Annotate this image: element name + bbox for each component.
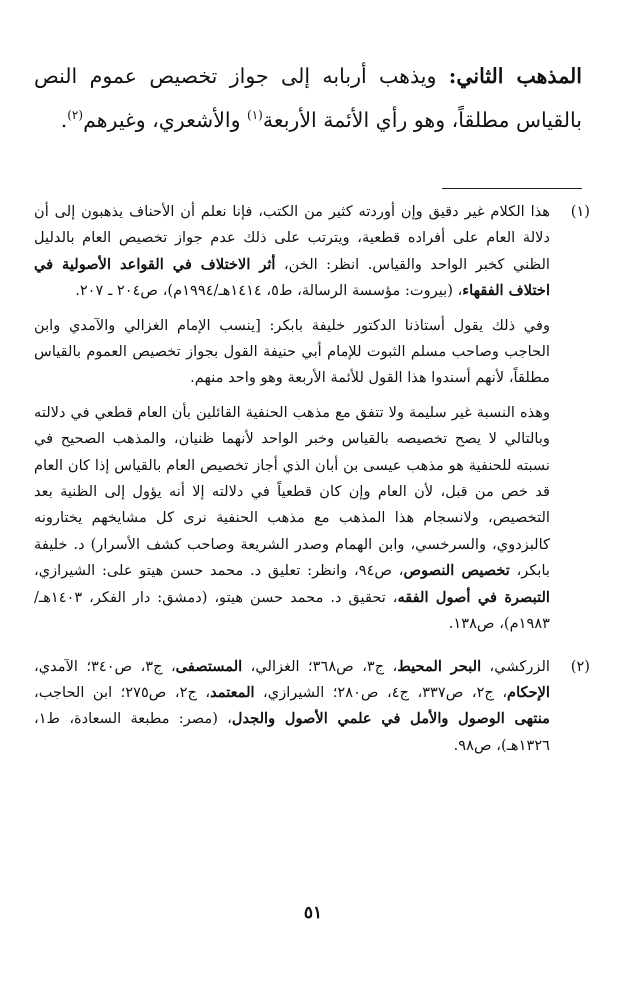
footnote-ref-1[interactable]: (١): [247, 108, 263, 123]
footnote-2-book-title-1: البحر المحيط: [397, 657, 482, 675]
main-paragraph: [34, 54, 582, 142]
footnote-2-number: (٢): [570, 657, 590, 675]
footnote-2-text-g: ، ج٢، ص٣٣٧، ج٤، ص٢٨٠؛ الشيرازي،: [254, 683, 508, 701]
footnotes-section: [34, 199, 590, 767]
footnote-2-text-a: الزركشي،: [481, 657, 550, 675]
footnote-1-paragraph-3: [34, 400, 550, 638]
page-number: ٥١: [303, 903, 323, 923]
footnote-1-paragraph-1: [34, 199, 550, 305]
footnote-1-text-3c: ، ص٩٤، وانظر: تعليق د. محمد حسن هيتو على: الشيرازي،: [34, 562, 404, 580]
footnote-1-book-title-3: التبصرة في أصول الفقه: [397, 588, 550, 606]
section-heading: المذهب الثاني:: [448, 64, 582, 88]
footnote-1-text-3e: ، تحقيق د. محمد حسن هيتو، (دمشق: دار الفكر، ١٤٠٣هـ/١٩٨٣م)، ص١٣٨.: [34, 588, 550, 633]
main-text-part-2: والأشعري، وغيرهم: [83, 108, 247, 132]
footnote-ref-2[interactable]: (٢): [67, 108, 84, 123]
footnote-1-body: [34, 199, 550, 646]
main-text-part-1: ويذهب أربابه إلى جواز تخصيص عموم النص بالقياس مطلقاً، وهو رأي الأئمة الأربعة: [34, 64, 582, 132]
footnote-1-text-c: ، (بيروت: مؤسسة الرسالة، ط٥، ١٤١٤هـ/١٩٩٤م)، ص٢٠٤ ـ ٢٠٧.: [75, 282, 463, 300]
footnote-1-book-title-1: أثر الاختلاف في القواعد الأصولية في اختلاف الفقهاء: [34, 255, 550, 300]
footnote-2-book-title-2: المستصفى: [175, 657, 243, 675]
footnote-2-text-k: ، (مصر: مطبعة السعادة، ط١، ١٣٢٦هـ)، ص٩٨.: [34, 710, 550, 754]
footnote-1-number: (١): [570, 203, 590, 220]
footnote-2-book-title-5: منتهى الوصول والأمل في علمي الأصول والجدل: [231, 710, 550, 728]
footnote-1-text-a: هذا الكلام غير دقيق وإن أوردته كثير من الكتب، فإنا نعلم أن الأحناف يذهبون إلى أن دلالة العام على أفراده قطعية، ويترتب على ذلك عدم جواز تخصيص العام بالدليل الظني كخبر الواحد والقياس. انظر: الخن،: [34, 203, 550, 273]
footnote-2-book-title-4: المعتمد: [210, 683, 255, 701]
footnote-1: [34, 199, 590, 646]
footnote-separator: [442, 188, 582, 189]
footnote-2-book-title-3: الإحكام: [507, 683, 550, 701]
footnote-2-paragraph: [34, 654, 550, 760]
footnote-2-text-e: ، ج٣، ص٣٤٠؛ الآمدي،: [34, 657, 176, 675]
footnote-2-text-c: ، ج٣، ص٣٦٨؛ الغزالي،: [242, 657, 398, 675]
footnote-1-text-3a: وهذه النسبة غير سليمة ولا تتفق مع مذهب الحنفية القائلين بأن العام قطعي في دلالته وبالتالي لا يصح تخصيصه بالقياس وخبر الواحد لأنهما ظنيان، والمذهب الصحيح في نسبته للحنفية هو مذهب عيسى بن أبان الذي أجاز تخصيص العام بالقياس إذا كان العام قد خص من قبل، لأن العام وإن كان قطعياً في دلالته إلا أنه يؤول إلى الظنية بعد التخصيص، ولانسجام هذا المذهب مع مذهب الحنفية نرى كل مشايخهم يختارونه كالبزدوي، والسرخسي، وابن الهمام وصدر الشريعة وصاحب كشف الأسرار) د. خليفة بابكر،: [34, 403, 550, 580]
footnote-2-text-i: ، ج٢، ص٢٧٥؛ ابن الحاجب،: [34, 683, 211, 701]
main-text-part-3: .: [60, 108, 68, 132]
footnote-1-paragraph-2: وفي ذلك يقول أستاذنا الدكتور خليفة بابكر: [ينسب الإمام الغزالي والآمدي وابن الحاجب وصاحب مسلم الثبوت للإمام أبي حنيفة القول بجواز تخصيص العموم بالقياس مطلقاً، لأنهم أسندوا هذا القول للأئمة الأربعة وهو واحد منهم.: [34, 316, 550, 387]
footnote-2-body: [34, 654, 550, 768]
footnote-1-book-title-2: تخصيص النصوص: [403, 562, 510, 580]
footnote-2: [34, 654, 590, 768]
